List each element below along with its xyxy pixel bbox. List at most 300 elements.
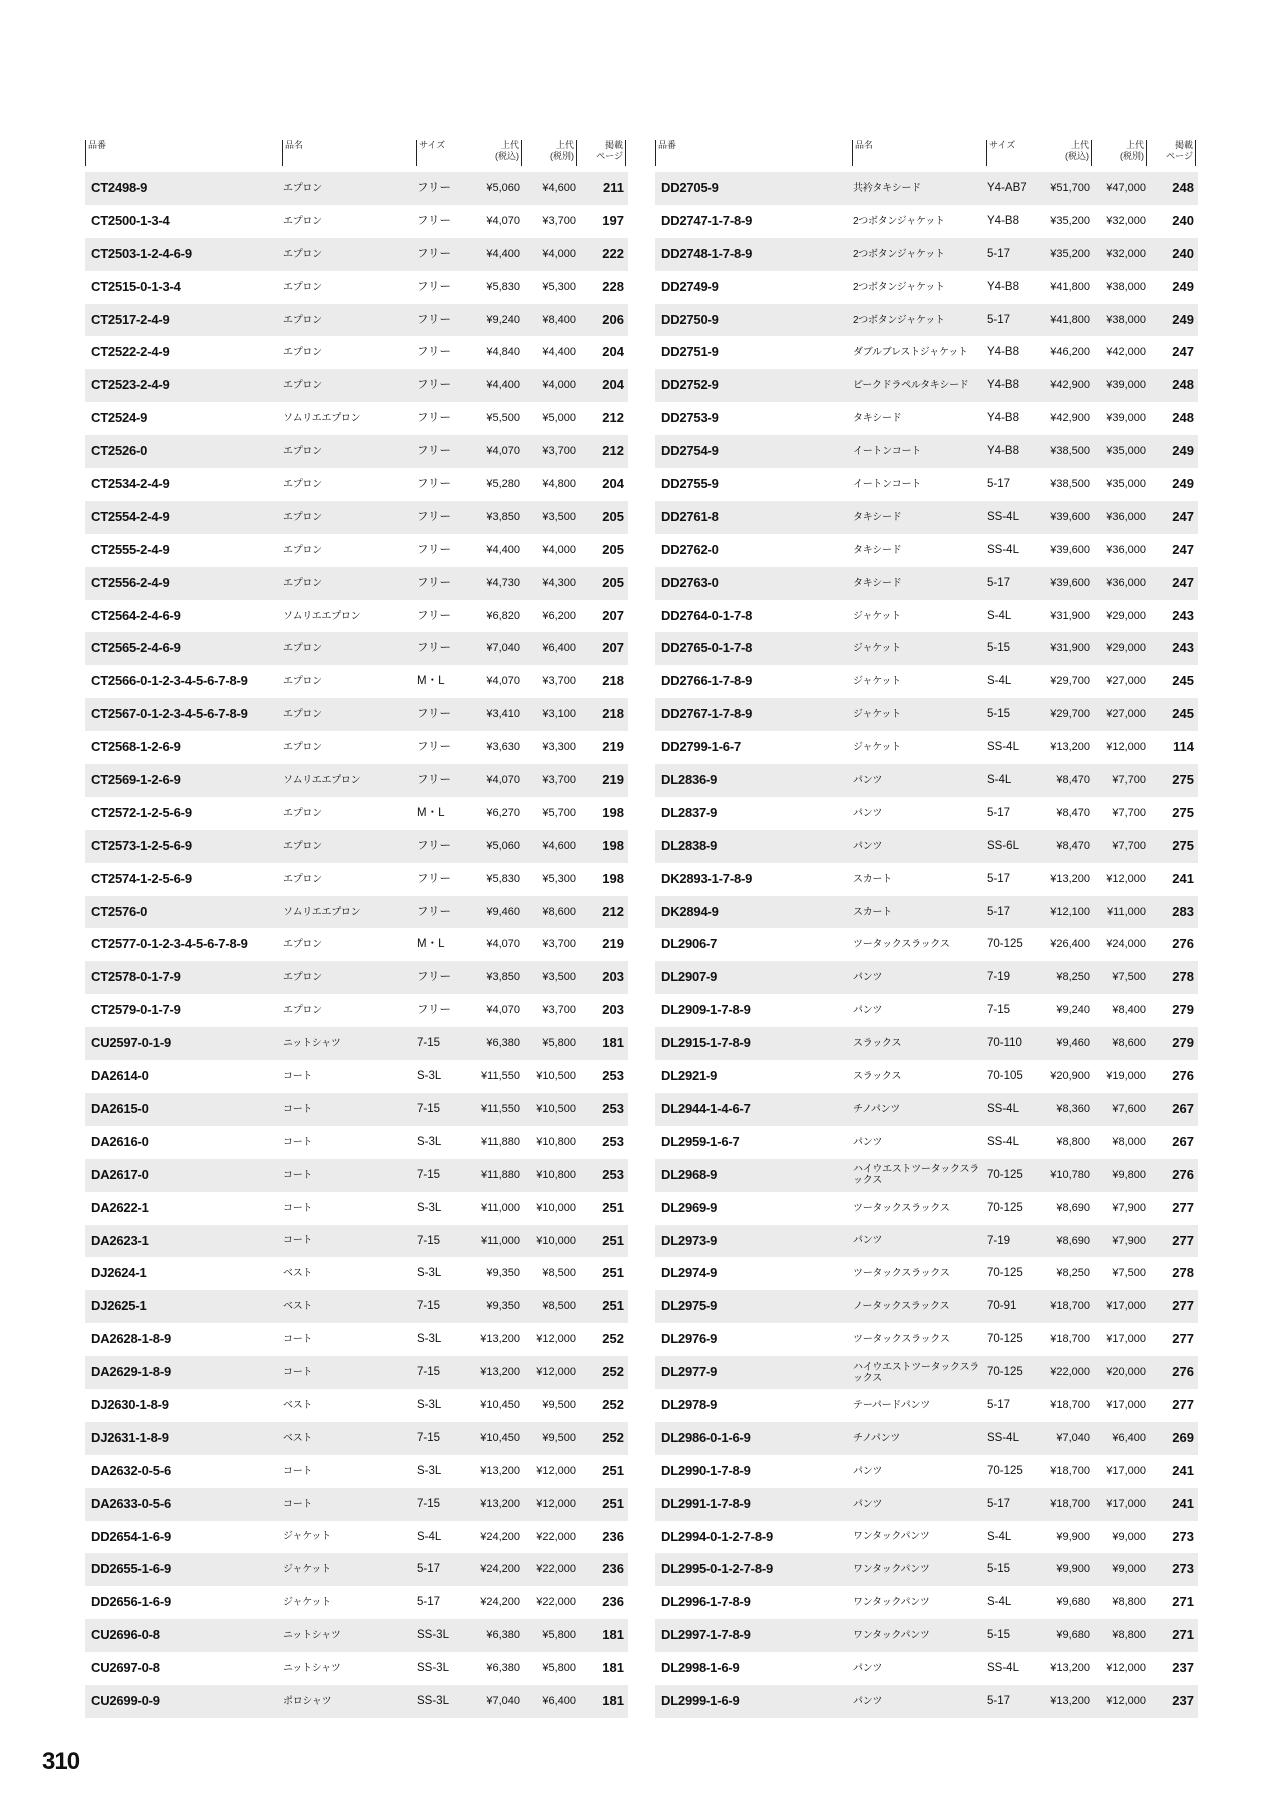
table-row xyxy=(85,1159,628,1192)
header-code-label: 品番 xyxy=(658,140,677,150)
price-incl-tax: ¥22,000 xyxy=(1050,1366,1090,1379)
product-name: タキシード xyxy=(853,511,902,523)
price-incl-tax: ¥11,550 xyxy=(481,1102,520,1115)
product-name: ダブルブレストジャケット xyxy=(853,347,968,359)
catalog-page: 219 xyxy=(602,936,624,952)
product-code: CT2523-2-4-9 xyxy=(91,377,170,393)
product-size: 70-110 xyxy=(987,1037,1022,1050)
price-excl-tax: ¥12,000 xyxy=(536,1464,576,1477)
price-excl-tax: ¥36,000 xyxy=(1106,576,1146,589)
price-incl-tax: ¥6,380 xyxy=(486,1037,520,1050)
catalog-page: 279 xyxy=(1172,1002,1194,1018)
table-row xyxy=(85,830,628,863)
table-row xyxy=(85,1192,628,1225)
table-row xyxy=(85,1652,628,1685)
price-excl-tax: ¥9,000 xyxy=(1112,1563,1146,1576)
price-excl-tax: ¥3,500 xyxy=(542,510,576,523)
price-excl-tax: ¥9,500 xyxy=(542,1398,576,1411)
header-price-incl-sub: (税込) xyxy=(1065,151,1089,161)
product-code: DL2968-9 xyxy=(661,1166,718,1182)
price-incl-tax: ¥39,600 xyxy=(1050,543,1090,556)
product-size: フリー xyxy=(417,412,452,425)
product-name: パンツ xyxy=(853,1235,883,1247)
product-code: CT2555-2-4-9 xyxy=(91,541,170,557)
price-incl-tax: ¥13,200 xyxy=(1050,872,1090,885)
catalog-page: 247 xyxy=(1172,344,1194,360)
product-size: フリー xyxy=(417,708,452,721)
catalog-page: 248 xyxy=(1172,410,1194,426)
table-row xyxy=(85,336,628,369)
price-incl-tax: ¥12,100 xyxy=(1050,905,1090,918)
price-excl-tax: ¥12,000 xyxy=(1106,1662,1146,1675)
product-code: DL2944-1-4-6-7 xyxy=(661,1100,751,1116)
product-size: S-3L xyxy=(417,1398,442,1411)
price-incl-tax: ¥42,900 xyxy=(1050,379,1090,392)
product-table-left xyxy=(85,140,628,1718)
price-excl-tax: ¥8,400 xyxy=(542,313,576,326)
catalog-page: 275 xyxy=(1172,772,1194,788)
catalog-page: 278 xyxy=(1172,1265,1194,1281)
price-incl-tax: ¥13,200 xyxy=(1050,741,1090,754)
header-code xyxy=(655,140,676,166)
product-code: CT2534-2-4-9 xyxy=(91,476,170,492)
product-name: ソムリエエプロン xyxy=(283,906,361,918)
product-name: エプロン xyxy=(283,248,322,260)
table-row xyxy=(655,1192,1198,1225)
header-price-excl xyxy=(550,140,577,166)
price-incl-tax: ¥9,900 xyxy=(1056,1563,1090,1576)
product-name: エプロン xyxy=(283,1005,322,1017)
price-excl-tax: ¥12,000 xyxy=(1106,1694,1146,1707)
product-name: ワンタックパンツ xyxy=(853,1531,930,1543)
product-name: エプロン xyxy=(283,676,322,688)
table-header xyxy=(85,140,628,172)
product-code: CU2696-0-8 xyxy=(91,1627,160,1643)
catalog-page: 253 xyxy=(602,1100,624,1116)
table-row xyxy=(655,402,1198,435)
product-name: コート xyxy=(283,1169,313,1181)
table-row xyxy=(655,304,1198,337)
product-size: SS-4L xyxy=(987,543,1019,556)
product-name: ベスト xyxy=(283,1301,313,1313)
product-name: ツータックスラックス xyxy=(853,939,950,951)
product-name: エプロン xyxy=(283,709,322,721)
catalog-page: 252 xyxy=(602,1331,624,1347)
product-name: ツータックスラックス xyxy=(853,1202,950,1214)
product-name: パンツ xyxy=(853,807,883,819)
price-incl-tax: ¥5,500 xyxy=(486,412,520,425)
table-row xyxy=(85,567,628,600)
product-code: CT2574-1-2-5-6-9 xyxy=(91,870,192,886)
price-excl-tax: ¥4,000 xyxy=(542,543,576,556)
product-code: DD2753-9 xyxy=(661,410,719,426)
product-size: フリー xyxy=(417,971,452,984)
price-incl-tax: ¥9,680 xyxy=(1056,1629,1090,1642)
header-price-excl-sub: (税別) xyxy=(1120,151,1144,161)
product-name: エプロン xyxy=(283,577,322,589)
price-incl-tax: ¥8,690 xyxy=(1056,1201,1090,1214)
price-excl-tax: ¥6,400 xyxy=(1112,1431,1146,1444)
product-code: DL2999-1-6-9 xyxy=(661,1692,740,1708)
price-excl-tax: ¥3,700 xyxy=(542,445,576,458)
catalog-page: 277 xyxy=(1172,1298,1194,1314)
product-name: チノパンツ xyxy=(853,1103,900,1115)
product-code: DL2977-9 xyxy=(661,1364,718,1380)
product-size: Y4-B8 xyxy=(987,445,1019,458)
product-name: ジャケット xyxy=(853,676,901,688)
header-price-incl xyxy=(495,140,522,166)
product-size: フリー xyxy=(417,905,452,918)
product-code: DD2749-9 xyxy=(661,278,719,294)
table-row xyxy=(85,731,628,764)
price-incl-tax: ¥11,550 xyxy=(481,1070,520,1083)
product-code: DL2991-1-7-8-9 xyxy=(661,1495,751,1511)
catalog-page: 247 xyxy=(1172,541,1194,557)
catalog-page: 276 xyxy=(1172,1364,1194,1380)
product-code: DD2767-1-7-8-9 xyxy=(661,706,753,722)
price-excl-tax: ¥39,000 xyxy=(1106,379,1146,392)
price-excl-tax: ¥8,800 xyxy=(1112,1629,1146,1642)
table-row xyxy=(655,830,1198,863)
product-code: DL2838-9 xyxy=(661,837,718,853)
product-size: フリー xyxy=(417,214,452,227)
product-code: CT2577-0-1-2-3-4-5-6-7-8-9 xyxy=(91,936,248,952)
price-incl-tax: ¥8,690 xyxy=(1056,1234,1090,1247)
product-name: 2つボタンジャケット xyxy=(853,314,945,326)
catalog-page: 277 xyxy=(1172,1199,1194,1215)
product-name: コート xyxy=(283,1235,313,1247)
catalog-page: 219 xyxy=(602,739,624,755)
product-size: フリー xyxy=(417,576,452,589)
table-row xyxy=(655,468,1198,501)
product-name: ツータックスラックス xyxy=(853,1334,950,1346)
price-incl-tax: ¥18,700 xyxy=(1050,1464,1090,1477)
price-incl-tax: ¥9,680 xyxy=(1056,1596,1090,1609)
price-incl-tax: ¥5,060 xyxy=(486,839,520,852)
price-incl-tax: ¥4,070 xyxy=(486,445,520,458)
table-row xyxy=(655,1225,1198,1258)
table-row xyxy=(655,567,1198,600)
price-incl-tax: ¥6,270 xyxy=(486,806,520,819)
catalog-page: 248 xyxy=(1172,180,1194,195)
price-excl-tax: ¥4,300 xyxy=(542,576,576,589)
product-code: DL2996-1-7-8-9 xyxy=(661,1594,751,1610)
product-code: DD2762-0 xyxy=(661,541,719,557)
price-incl-tax: ¥6,380 xyxy=(486,1662,520,1675)
catalog-page: 181 xyxy=(602,1660,624,1676)
table-row xyxy=(85,1225,628,1258)
product-size: S-3L xyxy=(417,1267,442,1280)
price-incl-tax: ¥24,200 xyxy=(480,1530,520,1543)
product-name: ハイウエストツータックスラックス xyxy=(853,1164,979,1187)
product-size: フリー xyxy=(417,280,452,293)
product-name: イートンコート xyxy=(853,446,921,458)
product-size: 5-15 xyxy=(987,708,1011,721)
table-row xyxy=(655,1159,1198,1192)
catalog-page: 207 xyxy=(602,640,624,656)
price-excl-tax: ¥17,000 xyxy=(1106,1497,1146,1510)
product-code: DA2616-0 xyxy=(91,1133,149,1149)
catalog-page: 237 xyxy=(1172,1660,1194,1676)
price-incl-tax: ¥9,460 xyxy=(486,905,520,918)
price-excl-tax: ¥9,800 xyxy=(1112,1168,1146,1181)
price-excl-tax: ¥4,600 xyxy=(542,839,576,852)
product-name: ジャケット xyxy=(283,1597,331,1609)
product-size: フリー xyxy=(417,609,452,622)
table-row xyxy=(85,1685,628,1718)
product-name: ツータックスラックス xyxy=(853,1268,950,1280)
product-size: Y4-B8 xyxy=(987,412,1019,425)
product-size: 7-15 xyxy=(417,1102,441,1115)
product-code: DL2921-9 xyxy=(661,1068,718,1084)
product-size: S-3L xyxy=(417,1333,442,1346)
product-code: DL2974-9 xyxy=(661,1265,718,1281)
price-excl-tax: ¥29,000 xyxy=(1106,609,1146,622)
catalog-page: 236 xyxy=(602,1528,624,1544)
product-name: タキシード xyxy=(853,413,902,425)
price-incl-tax: ¥9,900 xyxy=(1056,1530,1090,1543)
catalog-page: 205 xyxy=(602,508,624,524)
product-code: DL2976-9 xyxy=(661,1331,718,1347)
product-code: DD2799-1-6-7 xyxy=(661,739,741,755)
product-code: DD2761-8 xyxy=(661,508,719,524)
product-code: DL2837-9 xyxy=(661,804,718,820)
price-excl-tax: ¥9,000 xyxy=(1112,1530,1146,1543)
catalog-page: 247 xyxy=(1172,574,1194,590)
price-incl-tax: ¥8,470 xyxy=(1056,774,1090,787)
table-row xyxy=(85,1060,628,1093)
product-name: ジャケット xyxy=(283,1531,331,1543)
price-incl-tax: ¥18,700 xyxy=(1050,1300,1090,1313)
price-excl-tax: ¥6,400 xyxy=(542,642,576,655)
product-size: M・L xyxy=(417,675,445,688)
table-row xyxy=(85,1422,628,1455)
product-code: DD2766-1-7-8-9 xyxy=(661,673,753,689)
product-code: DL2973-9 xyxy=(661,1232,718,1248)
price-incl-tax: ¥5,280 xyxy=(486,478,520,491)
price-incl-tax: ¥10,450 xyxy=(480,1431,520,1444)
product-size: 5-17 xyxy=(987,806,1011,819)
price-excl-tax: ¥17,000 xyxy=(1106,1300,1146,1313)
price-excl-tax: ¥38,000 xyxy=(1106,313,1146,326)
price-excl-tax: ¥8,500 xyxy=(542,1300,576,1313)
product-code: CT2566-0-1-2-3-4-5-6-7-8-9 xyxy=(91,673,248,689)
product-code: CT2556-2-4-9 xyxy=(91,574,170,590)
price-incl-tax: ¥5,830 xyxy=(486,280,520,293)
table-row xyxy=(85,1257,628,1290)
price-excl-tax: ¥3,300 xyxy=(542,741,576,754)
price-excl-tax: ¥24,000 xyxy=(1106,938,1146,951)
product-name: ポロシャツ xyxy=(283,1695,332,1707)
product-size: 7-15 xyxy=(417,1300,441,1313)
price-incl-tax: ¥11,000 xyxy=(481,1234,520,1247)
price-excl-tax: ¥4,400 xyxy=(542,346,576,359)
product-size: 70-91 xyxy=(987,1300,1017,1313)
product-size: Y4-B8 xyxy=(987,214,1019,227)
product-size: S-4L xyxy=(987,774,1012,787)
product-code: DA2622-1 xyxy=(91,1199,149,1215)
price-excl-tax: ¥10,000 xyxy=(536,1234,576,1247)
price-excl-tax: ¥47,000 xyxy=(1106,182,1146,194)
catalog-page: 198 xyxy=(602,870,624,886)
product-size: 7-15 xyxy=(417,1366,441,1379)
price-incl-tax: ¥18,700 xyxy=(1050,1497,1090,1510)
product-name: ソムリエエプロン xyxy=(283,413,361,425)
price-incl-tax: ¥31,900 xyxy=(1050,642,1090,655)
price-excl-tax: ¥12,000 xyxy=(536,1497,576,1510)
price-incl-tax: ¥6,380 xyxy=(486,1629,520,1642)
catalog-page: 251 xyxy=(602,1298,624,1314)
price-excl-tax: ¥5,300 xyxy=(542,280,576,293)
product-name: エプロン xyxy=(283,314,322,326)
table-row xyxy=(85,1323,628,1356)
table-row xyxy=(85,863,628,896)
price-excl-tax: ¥3,700 xyxy=(542,675,576,688)
product-name: エプロン xyxy=(283,742,322,754)
product-size: 5-17 xyxy=(987,1497,1011,1510)
table-row xyxy=(85,501,628,534)
catalog-page: 251 xyxy=(602,1199,624,1215)
catalog-page: 251 xyxy=(602,1232,624,1248)
table-row xyxy=(85,1553,628,1586)
price-excl-tax: ¥5,800 xyxy=(542,1037,576,1050)
catalog-page: 212 xyxy=(602,903,624,919)
price-excl-tax: ¥17,000 xyxy=(1106,1464,1146,1477)
product-name: パンツ xyxy=(853,1465,883,1477)
price-excl-tax: ¥4,600 xyxy=(542,182,576,194)
product-code: CT2576-0 xyxy=(91,903,148,919)
product-code: DD2705-9 xyxy=(661,180,719,195)
product-code: DA2632-0-5-6 xyxy=(91,1462,171,1478)
price-excl-tax: ¥7,600 xyxy=(1112,1102,1146,1115)
catalog-page: 207 xyxy=(602,607,624,623)
price-excl-tax: ¥7,700 xyxy=(1112,839,1146,852)
product-size: S-4L xyxy=(417,1530,442,1543)
product-name: コート xyxy=(283,1070,313,1082)
catalog-page: 273 xyxy=(1172,1528,1194,1544)
product-name: エプロン xyxy=(283,840,322,852)
price-excl-tax: ¥42,000 xyxy=(1106,346,1146,359)
product-name: タキシード xyxy=(853,544,902,556)
price-excl-tax: ¥10,800 xyxy=(536,1135,576,1148)
price-excl-tax: ¥8,600 xyxy=(542,905,576,918)
table-row xyxy=(655,435,1198,468)
catalog-page: 236 xyxy=(602,1594,624,1610)
catalog-page: 276 xyxy=(1172,1166,1194,1182)
product-name: スラックス xyxy=(853,1070,902,1082)
product-size: フリー xyxy=(417,510,452,523)
catalog-page: 249 xyxy=(1172,443,1194,459)
header-page-label: 掲載 xyxy=(604,140,623,150)
product-code: DD2654-1-6-9 xyxy=(91,1528,171,1544)
product-name: ハイウエストツータックスラックス xyxy=(853,1361,979,1384)
catalog-page: 278 xyxy=(1172,969,1194,985)
table-row xyxy=(655,369,1198,402)
price-incl-tax: ¥42,900 xyxy=(1050,412,1090,425)
product-name: ベスト xyxy=(283,1399,313,1411)
table-row xyxy=(85,271,628,304)
product-name: 2つボタンジャケット xyxy=(853,215,945,227)
product-code: DD2751-9 xyxy=(661,344,719,360)
price-excl-tax: ¥7,900 xyxy=(1112,1234,1146,1247)
price-incl-tax: ¥39,600 xyxy=(1050,510,1090,523)
product-code: DL2998-1-6-9 xyxy=(661,1660,740,1676)
price-excl-tax: ¥10,000 xyxy=(536,1201,576,1214)
catalog-page: 275 xyxy=(1172,804,1194,820)
product-code: DL2978-9 xyxy=(661,1396,718,1412)
table-row xyxy=(655,1422,1198,1455)
catalog-page: 198 xyxy=(602,804,624,820)
price-incl-tax: ¥7,040 xyxy=(1056,1431,1090,1444)
product-name: コート xyxy=(283,1498,313,1510)
product-name: エプロン xyxy=(283,281,322,293)
table-row xyxy=(85,205,628,238)
product-name: ワンタックパンツ xyxy=(853,1564,930,1576)
price-excl-tax: ¥4,000 xyxy=(542,379,576,392)
header-price-incl-label: 上代 xyxy=(500,140,519,150)
table-row xyxy=(655,994,1198,1027)
header-price-excl-label: 上代 xyxy=(1125,140,1144,150)
product-name: パンツ xyxy=(853,972,883,984)
header-page-sub: ページ xyxy=(1166,151,1193,161)
price-incl-tax: ¥4,730 xyxy=(486,576,520,589)
price-excl-tax: ¥7,700 xyxy=(1112,806,1146,819)
price-incl-tax: ¥18,700 xyxy=(1050,1333,1090,1346)
table-row xyxy=(655,1553,1198,1586)
table-row xyxy=(85,1290,628,1323)
price-excl-tax: ¥8,000 xyxy=(1112,1135,1146,1148)
price-excl-tax: ¥22,000 xyxy=(536,1530,576,1543)
table-header xyxy=(655,140,1198,172)
price-incl-tax: ¥7,040 xyxy=(486,642,520,655)
table-row xyxy=(655,665,1198,698)
catalog-page: 253 xyxy=(602,1133,624,1149)
price-excl-tax: ¥7,500 xyxy=(1112,971,1146,984)
table-row xyxy=(655,863,1198,896)
product-size: フリー xyxy=(417,346,452,359)
product-size: フリー xyxy=(417,774,452,787)
product-name: コート xyxy=(283,1367,313,1378)
product-code: DL2907-9 xyxy=(661,969,718,985)
product-code: DL2909-1-7-8-9 xyxy=(661,1002,751,1018)
product-code: DA2617-0 xyxy=(91,1166,149,1182)
header-code xyxy=(85,140,106,166)
header-page xyxy=(596,140,626,166)
product-table-right xyxy=(655,140,1198,1718)
product-size: 70-125 xyxy=(987,1267,1023,1280)
product-size: 70-125 xyxy=(987,1333,1023,1346)
product-code: DA2628-1-8-9 xyxy=(91,1331,171,1347)
product-name: チノパンツ xyxy=(853,1432,900,1444)
product-size: SS-3L xyxy=(417,1694,449,1707)
price-excl-tax: ¥8,400 xyxy=(1112,1004,1146,1017)
product-size: S-3L xyxy=(417,1070,442,1083)
product-code: DL2969-9 xyxy=(661,1199,718,1215)
table-row xyxy=(85,402,628,435)
table-row xyxy=(655,1652,1198,1685)
price-excl-tax: ¥36,000 xyxy=(1106,510,1146,523)
price-incl-tax: ¥3,630 xyxy=(486,741,520,754)
page-number: 310 xyxy=(42,1748,80,1775)
price-excl-tax: ¥17,000 xyxy=(1106,1333,1146,1346)
product-size: 5-15 xyxy=(987,1629,1011,1642)
price-excl-tax: ¥11,000 xyxy=(1107,905,1146,918)
product-name: イートンコート xyxy=(853,478,921,490)
header-price-excl-sub: (税別) xyxy=(550,151,574,161)
price-incl-tax: ¥35,200 xyxy=(1050,247,1090,260)
price-excl-tax: ¥3,700 xyxy=(542,214,576,227)
product-size: 70-125 xyxy=(987,1201,1023,1214)
